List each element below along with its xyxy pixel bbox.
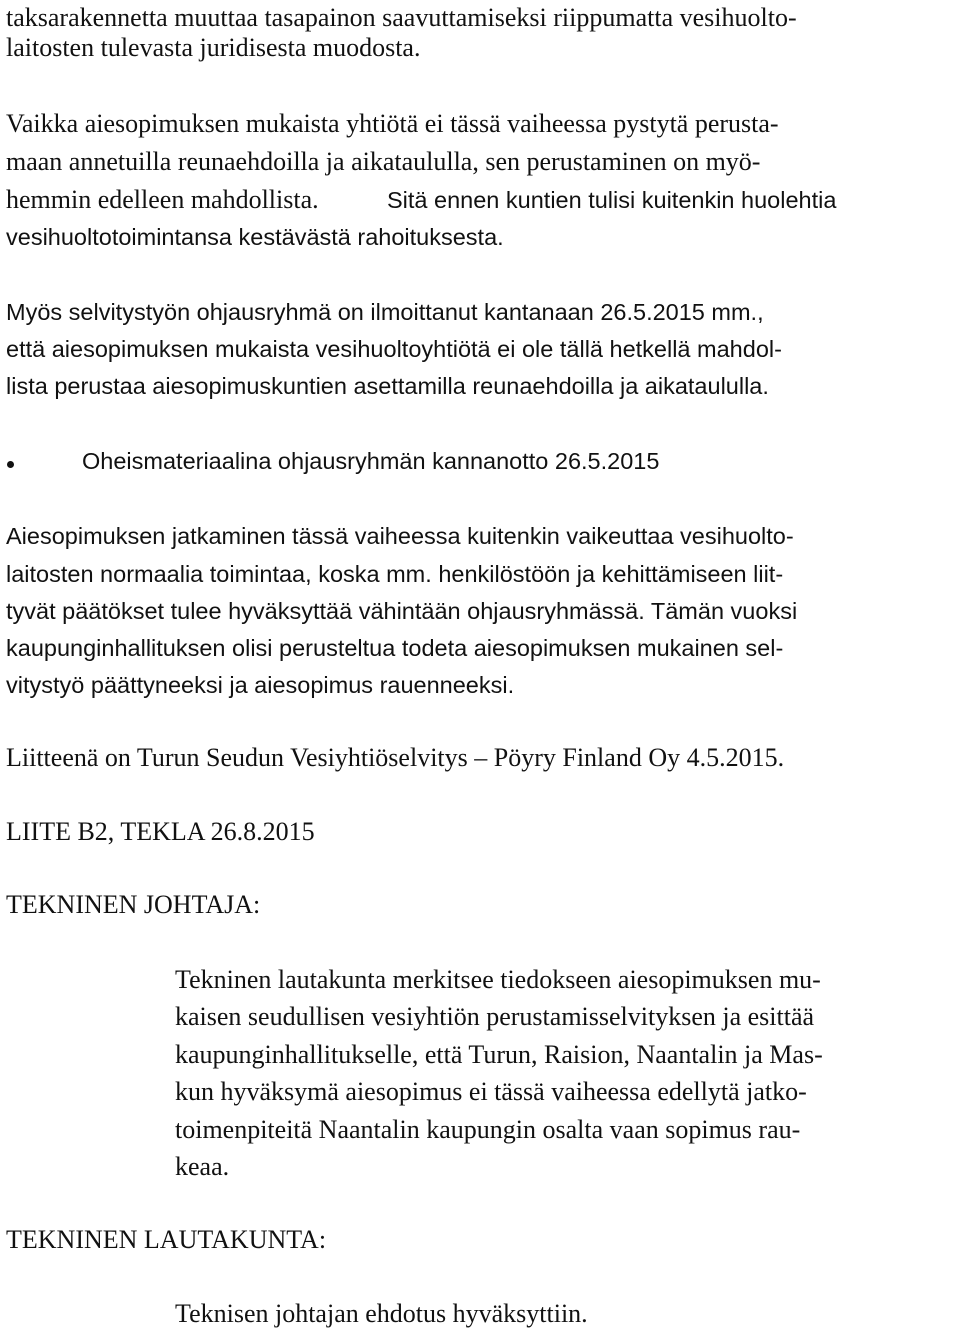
proposal-line-1: Tekninen lautakunta merkitsee tiedokseen aiesopimuksen mu-: [175, 965, 821, 994]
bullet-icon: [7, 461, 14, 468]
tech-board-heading: TEKNINEN LAUTAKUNTA:: [6, 1225, 327, 1254]
paragraph-1-line-1: taksarakennetta muuttaa tasapainon saavuttamiseksi riippumatta vesihuolto-: [6, 3, 797, 32]
tech-board-decision: Teknisen johtajan ehdotus hyväksyttiin.: [175, 1299, 588, 1328]
paragraph-2-line-3: hemmin edelleen mahdollista.: [6, 185, 319, 214]
paragraph-4-line-3: tyvät päätökset tulee hyväksyttää vähintään ohjausryhmässä. Tämän vuoksi: [6, 598, 798, 624]
appendix-reference: LIITE B2, TEKLA 26.8.2015: [6, 817, 315, 846]
paragraph-4-line-4: kaupunginhallituksen olisi perusteltua todeta aiesopimuksen mukainen sel-: [6, 635, 784, 661]
paragraph-3-line-3: lista perustaa aiesopimuskuntien asettamilla reunaehdoilla ja aikataululla.: [6, 373, 769, 399]
paragraph-2-line-4: vesihuoltotoimintansa kestävästä rahoituksesta.: [6, 224, 504, 250]
proposal-line-2: kaisen seudullisen vesiyhtiön perustamisselvityksen ja esittää: [175, 1002, 815, 1031]
paragraph-2-line-2: maan annetuilla reunaehdoilla ja aikataululla, sen perustaminen on myö-: [6, 147, 761, 176]
paragraph-3-line-2: että aiesopimuksen mukaista vesihuoltoyhtiötä ei ole tällä hetkellä mahdol-: [6, 336, 782, 362]
tech-director-heading: TEKNINEN JOHTAJA:: [6, 890, 261, 919]
paragraph-4-line-5: vitystyö päättyneeksi ja aiesopimus rauenneeksi.: [6, 672, 515, 698]
paragraph-3-line-1: Myös selvitystyön ohjausryhmä on ilmoittanut kantanaan 26.5.2015 mm.,: [6, 299, 764, 325]
paragraph-4-line-2: laitosten normaalia toimintaa, koska mm. henkilöstöön ja kehittämiseen liit-: [6, 561, 784, 587]
paragraph-1-line-2: laitosten tulevasta juridisesta muodosta.: [6, 33, 421, 62]
proposal-line-4: kun hyväksymä aiesopimus ei tässä vaiheessa edellytä jatko-: [175, 1077, 807, 1106]
paragraph-2-line-1: Vaikka aiesopimuksen mukaista yhtiötä ei tässä vaiheessa pystytä perusta-: [6, 109, 779, 138]
proposal-line-5: toimenpiteitä Naantalin kaupungin osalta vaan sopimus rau-: [175, 1115, 801, 1144]
bullet-item: Oheismateriaalina ohjausryhmän kannanotto 26.5.2015: [82, 448, 660, 474]
paragraph-2-line-3-continued: Sitä ennen kuntien tulisi kuitenkin huolehtia: [387, 187, 837, 213]
proposal-line-3: kaupunginhallitukselle, että Turun, Raision, Naantalin ja Mas-: [175, 1040, 823, 1069]
paragraph-4-line-1: Aiesopimuksen jatkaminen tässä vaiheessa kuitenkin vaikeuttaa vesihuolto-: [6, 523, 794, 549]
attachment-line: Liitteenä on Turun Seudun Vesiyhtiöselvitys – Pöyry Finland Oy 4.5.2015.: [6, 743, 785, 772]
proposal-line-6: keaa.: [175, 1152, 230, 1181]
